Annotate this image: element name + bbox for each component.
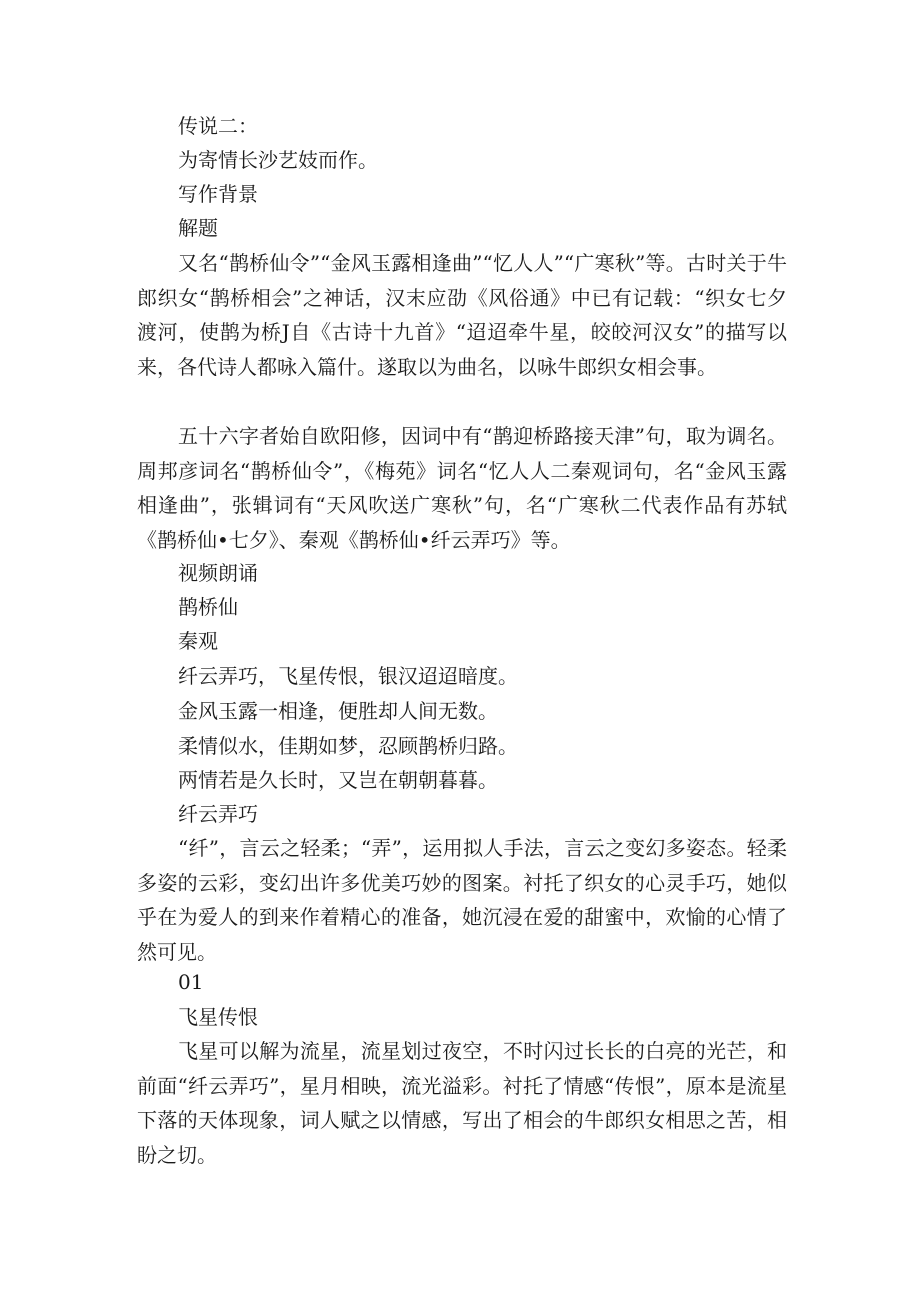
section-heading-title-explanation: 解题: [178, 216, 218, 240]
poem-line-4: 两情若是久长时，又岂在朝朝暮暮。: [178, 768, 498, 792]
poem-line-2: 金风玉露一相逢，便胜却人间无数。: [178, 699, 498, 723]
poem-line-1: 纤云弄巧，飞星传恨，银汉迢迢暗度。: [178, 664, 518, 688]
section-number: 01: [178, 970, 204, 994]
section-heading-feixing: 飞星传恨: [178, 1005, 258, 1029]
legend-two-text: 为寄情长沙艺妓而作。: [178, 148, 378, 172]
section-heading-xianyun: 纤云弄巧: [178, 802, 258, 826]
legend-two-label: 传说二：: [178, 114, 258, 138]
poem-title: 鹊桥仙: [178, 595, 238, 619]
paragraph-names: 又名“鹊桥仙令”“金风玉露相逢曲”“忆人人”“广寒秋”等。古时关于牛郎织女“鹊桥相会”之神话，汉末应劭《风俗通》中已有记载：“织女七夕渡河，使鹊为桥J自《古诗十九首》“迢迢牵牛星，皎皎河汉女”的描写以来，各代诗人都咏入篇什。遂取以为曲名，以咏牛郎织女相会事。: [137, 251, 787, 379]
poem-line-3: 柔情似水，佳期如梦，忍顾鹊桥归路。: [178, 734, 518, 758]
paragraph-feixing: 飞星可以解为流星，流星划过夜空，不时闪过长长的白亮的光芒，和前面“纤云弄巧”，星月相映，流光溢彩。衬托了情感“传恨”，原本是流星下落的天体现象，词人赋之以情感，写出了相会的牛郎织女相思之苦，相盼之切。: [137, 1039, 787, 1167]
poem-author: 秦观: [178, 629, 218, 653]
paragraph-origin: 五十六字者始自欧阳修，因词中有“鹊迎桥路接天津”句，取为调名。周邦彦词名“鹊桥仙令”，《梅苑》词名“忆人人二秦观词句，名“金风玉露相逢曲”，张辑词有“天风吹送广寒秋”句，名“广寒秋二代表作品有苏轼《鹊桥仙•七夕》、秦观《鹊桥仙•纤云弄巧》等。: [137, 424, 787, 552]
paragraph-xianyun: “纤”，言云之轻柔；“弄”，运用拟人手法，言云之变幻多姿态。轻柔多姿的云彩，变幻出许多优美巧妙的图案。衬托了织女的心灵手巧，她似乎在为爱人的到来作着精心的准备，她沉浸在爱的甜蜜中，欢愉的心情了然可见。: [137, 836, 787, 964]
section-heading-background: 写作背景: [178, 182, 258, 206]
video-recitation-label: 视频朗诵: [178, 561, 258, 585]
